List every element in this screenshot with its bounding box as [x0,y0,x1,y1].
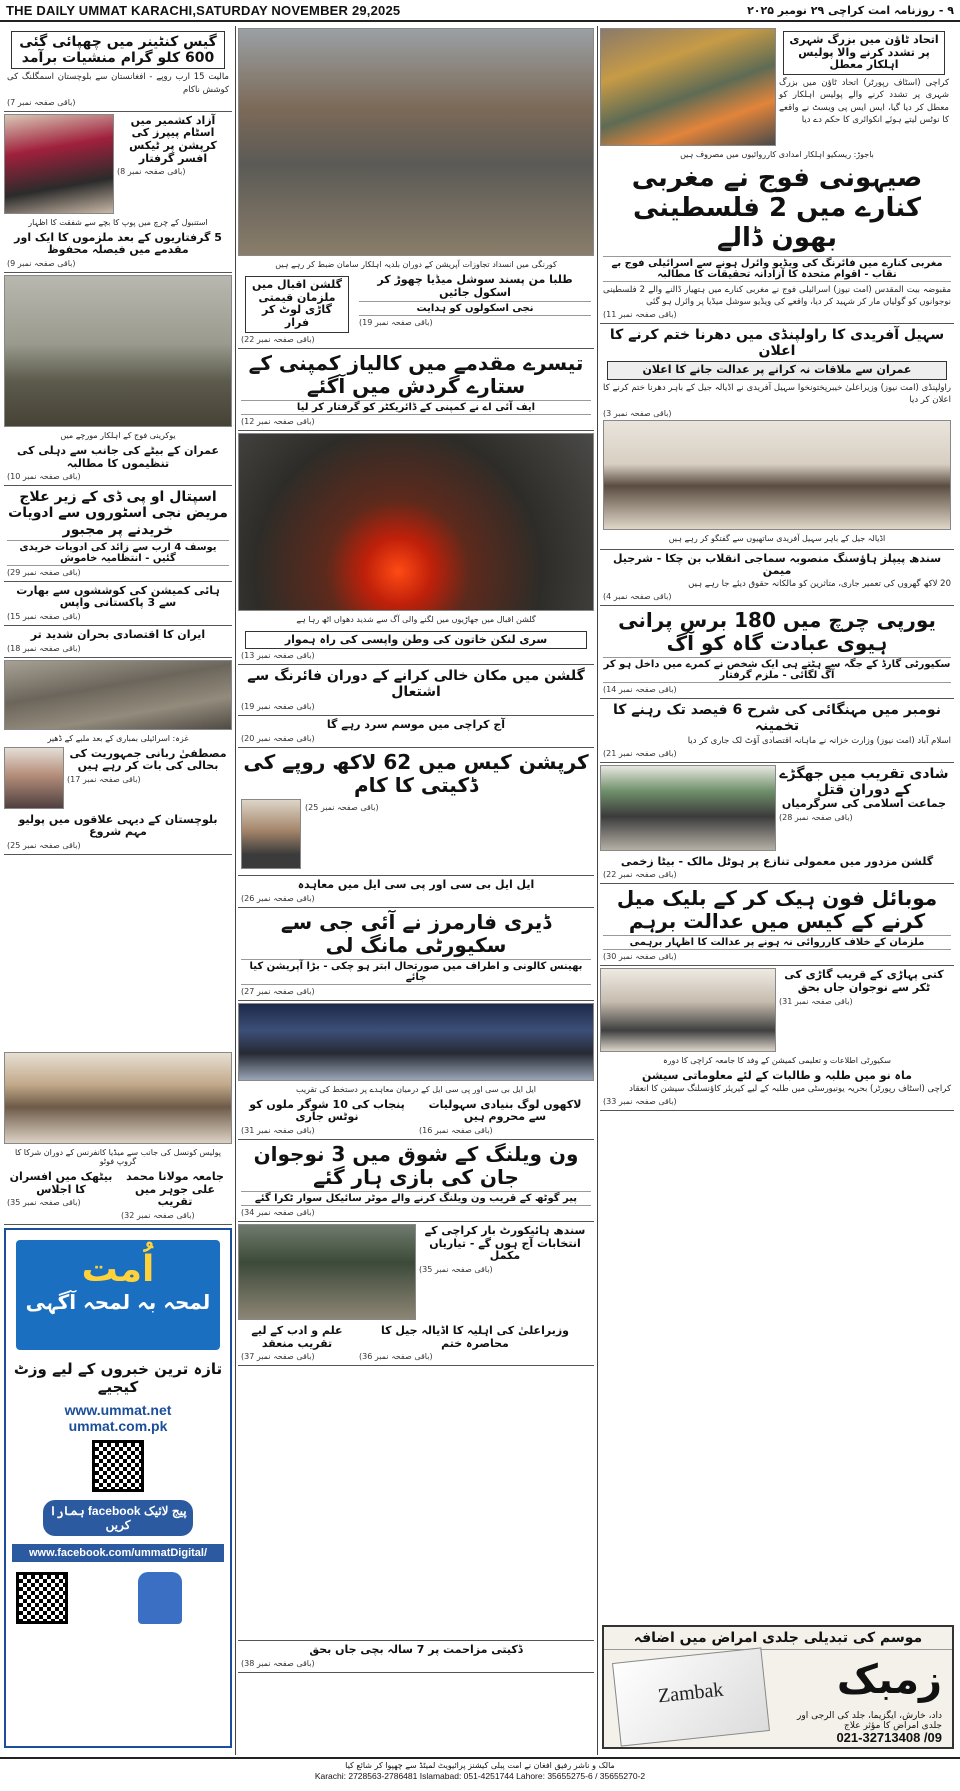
continued-note: (باقی صفحہ نمبر 9) [7,259,76,269]
continued-note: (باقی صفحہ نمبر 25) [305,803,379,813]
continued-note: (باقی صفحہ نمبر 25) [7,840,81,850]
news-story [416,1096,594,1140]
right-column [600,26,954,1755]
continued-note: (باقی صفحہ نمبر 37) [241,1352,315,1362]
news-story [600,853,954,885]
continued-note: (باقی صفحہ نمبر 32) [121,1210,195,1220]
news-story [114,112,232,216]
news-story [600,606,954,699]
portrait-photo [241,799,301,869]
story-body: مالیت 15 ارب روپے - افغانستان سے بلوچستان اسمگلنگ کی کوشش ناکام [7,72,229,95]
facebook-cta[interactable]: ہمارا facebook پیج لائیک کریں [43,1500,193,1536]
product-label: Zambak [656,1678,725,1708]
ad-brand: اُمت [81,1249,155,1290]
news-story [238,1096,416,1140]
ad-tagline: لمحہ بہ لمحہ آگہی [25,1289,211,1314]
column-rule [597,26,598,1755]
office-photo [600,968,776,1052]
story-body: کراچی (اسٹاف رپورٹر) بحریہ یونیورسٹی میں طلبہ کے لیے کیریئر کاؤنسلنگ سیشن کا انعقاد [629,1084,951,1095]
story-body: کراچی (اسٹاف رپورٹر) اتحاد ٹاؤن میں بزرگ شہری پر تشدد کرنے والے پولیس اہلکار کو معطل کر دیا گیا، ایس ایس پی ویسٹ نے واقعے کا نوٹس لیتے ہوئے انکوائری کا حکم دے دیا [779,77,949,125]
photo-caption: کورنگی میں انسداد تجاوزات آپریشن کے دوران بلدیہ اہلکار سامان ضبط کر رہے ہیں [275,260,557,269]
continued-note: (باقی صفحہ نمبر 34) [241,1207,315,1217]
story-headline: ہائی کمیشن کی کوششوں سے بھارت سے 3 پاکستانی واپس [16,583,220,610]
ad-url-net[interactable]: www.ummat.net [64,1402,172,1418]
story-headline: کرپشن کیس میں 62 لاکھ روپے کی ڈکیتی کا کام [243,750,589,798]
ad-brand: زمبک [836,1657,942,1703]
photo-caption: استنبول کے چرچ میں پوپ کا بچے سے شفقت کا اظہار [28,217,208,227]
ad-url-pk[interactable]: ummat.com.pk [68,1418,168,1434]
continued-note: (باقی صفحہ نمبر 31) [779,996,853,1006]
story-body: راولپنڈی (امت نیوز) وزیراعلیٰ خیبرپختونخوا سہیل آفریدی نے اڈیالہ جیل کے باہر دھرنا ختم کرنے کا اعلان کر دیا [603,383,951,406]
news-story [238,876,594,908]
story-body: 20 لاکھ گھروں کی تعمیر جاری، متاثرین کو مالکانہ حقوق دیئے جا رہے ہیں [688,579,951,590]
story-headline: بلوچستان کے دیہی علاقوں میں پولیو مہم شروع [18,812,218,839]
facebook-url[interactable]: www.facebook.com/ummatDigital/ [12,1544,224,1562]
continued-note: (باقی صفحہ نمبر 15) [7,611,81,621]
story-headline: شادی تقریب میں جھگڑے کے دوران قتل [779,765,949,798]
story-headline: آزاد کشمیر میں اسٹام پیپرز کی کرپشن پر ٹیکس افسر گرفتار [129,113,217,165]
church-photo [4,114,114,214]
continued-note: (باقی صفحہ نمبر 13) [241,651,315,661]
masthead [0,0,960,22]
story-headline: ڈکیتی مزاحمت پر 7 سالہ بچی جاں بحق [309,1643,523,1656]
masthead-title-en: THE DAILY UMMAT KARACHI,SATURDAY NOVEMBER 29,2025 [6,2,401,18]
photo-caption: اڈیالہ جیل کے باہر سہیل آفریدی ساتھیوں سے گفتگو کر رہے ہیں [668,533,886,543]
news-story [600,161,954,324]
ad-visit-line: تازہ ترین خبروں کے لیے وزٹ کیجیے [13,1360,223,1396]
photo-caption: پولیس کونسل کی جانب سے میڈیا کانفرنس کے دوران شرکا کا گروپ فوٹو [15,1148,221,1166]
story-headline: آج کراچی میں موسم سرد رہے گا [326,718,506,732]
continued-note: (باقی صفحہ نمبر 18) [7,643,81,653]
story-subhead: نجی اسکولوں کو ہدایت [359,301,591,316]
news-story [416,1222,594,1322]
continued-note: (باقی صفحہ نمبر 30) [603,952,677,962]
story-headline: گیس کنٹینر میں چھپائی گئی 600 کلو گرام منشیات برآمد [11,31,225,69]
news-story [600,1067,954,1111]
signing-photo [238,1003,594,1081]
continued-note: (باقی صفحہ نمبر 19) [241,702,315,712]
story-subhead: ملزمان کے خلاف کارروائی نہ ہونے پر عدالت کا اظہار برہمی [603,935,951,950]
news-story [600,884,954,966]
continued-note: (باقی صفحہ نمبر 35) [7,1198,81,1208]
news-story [4,626,232,658]
continued-note: (باقی صفحہ نمبر 22) [241,334,315,344]
news-story [238,908,594,1001]
continued-note: (باقی صفحہ نمبر 31) [241,1125,315,1135]
left-lower-block [4,1050,232,1226]
news-story [600,324,954,549]
news-story [4,582,232,626]
rubble-photo [4,660,232,730]
photo-caption: گلشن اقبال میں جھاڑیوں میں لگنے والی آگ سے شدید دھواں اٹھ رہا ہے [296,614,536,624]
continued-note: (باقی صفحہ نمبر 29) [7,567,81,577]
left-column [4,26,232,1221]
continued-note: (باقی صفحہ نمبر 10) [7,472,81,482]
continued-note: (باقی صفحہ نمبر 35) [419,1264,493,1274]
continued-note: (باقی صفحہ نمبر 27) [241,986,315,996]
story-headline: ون ویلنگ کے شوق میں 3 نوجوان جان کی بازی ہار گئے [253,1141,579,1189]
zambak-advertisement [602,1625,954,1749]
story-subhead: بھینس کالونی و اطراف میں صورتحال ابتر ہو چکی - بڑا آپریشن کیا جائے [241,959,591,985]
product-box [612,1647,770,1746]
continued-note: (باقی صفحہ نمبر 33) [603,1097,677,1107]
news-story [238,665,594,716]
dinner-photo [4,1052,232,1144]
story-headline: عمران کے بیٹے کی جانب سے دہلی کی تنظیموں کا مطالبہ [17,444,219,470]
news-story [600,699,954,763]
demolition-photo [238,28,594,256]
news-story [238,626,594,666]
continued-note: (باقی صفحہ نمبر 28) [779,812,853,822]
footer [0,1757,960,1791]
column-rule [235,26,236,1755]
classroom-photo [238,1224,416,1320]
story-body: مقبوضہ بیت المقدس (امت نیوز) اسرائیلی فوج نے مغربی کنارے میں ہتھیار ڈالنے والے 2 فلسطینی نوجوانوں کو گولیاں مار کر شہید کر دیا، واقعے کی ویڈیو سوشل میڈیا پر وائرل ہو گئی [603,284,952,307]
story-headline: تیسرے مقدمے میں کالیاز کمپنی کے ستارے گردش میں آگئے [248,350,584,398]
photo-caption: یوکرینی فوج کے اہلکار مورچے میں [60,431,176,441]
news-story [4,811,232,855]
portrait-photo [4,747,64,809]
news-story [4,442,232,486]
story-headline: صیہونی فوج نے مغربی کنارے میں 2 فلسطینی بھون ڈالے [631,163,923,253]
page-number: ۹ [947,3,954,17]
news-story [238,1641,594,1673]
ummat-advertisement [4,1228,232,1748]
story-subhead: عمران سے ملاقات نہ کرانے پر عدالت جانے کا اعلان [607,361,947,380]
masthead-date-ur: روزنامہ امت کراچی ۲۹ نومبر ۲۰۲۵ [747,3,936,17]
continued-note: (باقی صفحہ نمبر 8) [117,167,186,177]
story-headline: گلشن مزدور میں معمولی تنازع پر ہوٹل مالک - بیٹا زخمی [620,854,934,868]
soldier-photo [4,275,232,427]
news-story [356,271,594,349]
story-headline: ماہ نو میں طلبہ و طالبات کے لئے معلوماتی سیشن [642,1069,912,1083]
news-story [4,229,232,273]
news-story [238,1140,594,1222]
footer-phones: Karachi: 2728563-2786481 Islamabad: 051-4251744 Lahore: 35655275-6 / 35655270-2 [314,1771,646,1782]
story-headline: سندھ پیپلز ہاؤسنگ منصوبہ سماجی انقلاب بن چکا - شرجیل میمن [612,551,942,578]
continued-note: (باقی صفحہ نمبر 7) [7,97,76,107]
news-story [238,716,594,748]
continued-note: (باقی صفحہ نمبر 4) [603,592,672,602]
continued-note: (باقی صفحہ نمبر 21) [603,748,677,758]
story-headline: اسپتال او پی ڈی کے زیر علاج مریض نجی اسٹوروں سے ادویات خریدنے پر مجبور [8,489,228,538]
news-story [238,271,356,349]
photo-caption: سکیورٹی اطلاعات و تعلیمی کمیشن کے وفد کا جامعہ کراچی کا دورہ [662,1056,891,1066]
continued-note: (باقی صفحہ نمبر 20) [241,734,315,744]
story-headline: وزیراعلیٰ کی اہلیہ کا اڈیالہ جیل کا محاصرہ ختم [381,1323,569,1350]
story-headline: 5 گرفتاریوں کے بعد ملزموں کا ایک اور مقدمے میں فیصلہ محفوظ [14,230,222,257]
story-headline: سری لنکن خاتون کی وطن واپسی کی راہ ہموار [245,631,587,650]
news-story [356,1322,594,1366]
news-story [64,745,232,811]
story-headline: گلشن میں مکان خالی کرانے کے دوران فائرنگ سے اشتعال [247,668,585,701]
news-story [600,550,954,607]
continued-note: (باقی صفحہ نمبر 12) [241,416,315,426]
story-subhead: مغربی کنارے میں فائرنگ کی ویڈیو وائرل ہونے سے اسرائیلی فوج بے نقاب - اقوام متحدہ کا آزادانہ تحقیقات کا مطالبہ [603,256,951,282]
news-story [776,26,952,148]
news-story [4,26,232,112]
story-headline: جامعہ مولانا محمد علی جوہر میں تقریب [126,1170,224,1209]
story-headline: گلشن اقبال میں ملزمان قیمتی گاڑی لوٹ کر فرار [245,276,349,333]
news-story [4,486,232,581]
ad-headline: موسم کی تبدیلی جلدی امراض میں اضافہ [604,1627,952,1650]
story-subhead: جماعت اسلامی کی سرگرمیاں [781,797,947,811]
continued-note: (باقی صفحہ نمبر 11) [603,310,677,320]
story-subhead: ایف آئی اے نے کمپنی کے ڈائریکٹر کو گرفتار کر لیا [241,400,591,415]
rally-photo [600,765,776,851]
news-story [776,763,952,853]
story-headline: بیٹھک میں افسران کا اجلاس [9,1170,113,1196]
continued-note: (باقی صفحہ نمبر 19) [359,318,433,328]
story-headline: موبائل فون ہیک کر کے بلیک میل کرنے کے کیس میں عدالت برہم [616,886,938,934]
masthead-title-ur: ۹ - روزنامہ امت کراچی ۲۹ نومبر ۲۰۲۵ [747,3,954,17]
story-headline: یورپی چرچ میں 180 برس پرانی ہیوی عبادت گاہ کو آگ [618,608,936,656]
story-headline: نومبر میں مہنگائی کی شرح 6 فیصد تک رہنے کا تخمینہ [613,702,941,735]
footer-imprint: مالک و ناشر رفیق افغان نے امت پبلی کیشنز پرائیویٹ لمیٹڈ سے چھپوا کر شائع کیا [345,1761,615,1770]
story-headline: سندھ ہائیکورٹ بار کراچی کے انتخابات آج ہوں گے - تیاریاں مکمل [424,1223,586,1263]
story-headline: مصطفیٰ ربانی جمہوریت کی بحالی کی بات کر رہے ہیں [69,746,227,773]
news-story [238,748,594,876]
continued-note: (باقی صفحہ نمبر 14) [603,685,677,695]
continued-note: (باقی صفحہ نمبر 38) [241,1658,315,1668]
story-headline: ڈیری فارمرز نے آئی جی سے سکیورٹی مانگ لی [280,909,552,957]
qr-code-icon [16,1572,68,1624]
news-story [238,349,594,431]
fire-photo [238,433,594,611]
story-headline: طلبا من پسند سوشل میڈیا چھوڑ کر اسکول جائیں [377,273,573,299]
ad-description: داد، خارش، ایگزیما، جلد کی الرجی اور جلدی امراض کا مؤثر علاج [797,1711,942,1731]
story-subhead: پیر گوٹھ کے قریب ون ویلنگ کرنے والے موٹر سائیکل سوار ٹکرا گئے [241,1191,591,1206]
ad-phone: 021-32713408 /09 [836,1730,942,1745]
ad-banner [16,1240,220,1350]
story-headline: کتی پہاڑی کے قریب گاڑی کی ٹکر سے نوجوان جاں بحق [784,968,944,995]
photo-caption: ایل ایل بی سی اور پی سی ایل کے درمیان معاہدے پر دستخط کی تقریب [295,1084,537,1094]
thumbs-up-icon [138,1572,182,1624]
story-headline: سہیل آفریدی کا راولپنڈی میں دھرنا ختم کرنے کا اعلان [609,327,945,360]
story-headline: علم و ادب کے لیے تقریب منعقد [251,1323,343,1350]
news-story [118,1168,232,1225]
continued-note: (باقی صفحہ نمبر 22) [603,870,677,880]
story-headline: پنجاب کی 10 شوگر ملوں کو نوٹس جاری [249,1097,405,1124]
story-headline: ایران کا اقتصادی بحران شدید تر [30,627,206,641]
rescue-photo [600,28,776,146]
news-story [776,966,952,1054]
continued-note: (باقی صفحہ نمبر 3) [603,408,672,418]
photo-caption: غزہ: اسرائیلی بمباری کے بعد ملبے کے ڈھیر [47,733,189,743]
news-story [238,1322,356,1366]
story-subhead: سکیورٹی گارڈ کے جگہ سے ہٹتے ہی ایک شخص نے کمرے میں داخل ہو کر آگ لگائی - ملزم گرفتار [603,659,951,682]
story-subhead: یوسف 4 ارب سے زائد کی ادویات خریدی گئیں - انتظامیہ خاموش [7,540,229,566]
news-story [4,1168,118,1225]
story-body: اسلام آباد (امت نیوز) وزارت خزانہ نے ماہانہ اقتصادی آؤٹ لک جاری کر دیا [687,735,951,746]
continued-note: (باقی صفحہ نمبر 36) [359,1352,433,1362]
qr-code-icon [92,1440,144,1492]
meeting-photo [603,420,951,530]
photo-caption: باجوڑ: ریسکیو اہلکار امدادی کارروائیوں میں مصروف ہیں [680,150,874,159]
continued-note: (باقی صفحہ نمبر 16) [419,1125,493,1135]
continued-note: (باقی صفحہ نمبر 26) [241,893,315,903]
story-headline: اتحاد ٹاؤن میں بزرگ شہری پر تشدد کرنے والا پولیس اہلکار معطل [783,31,945,75]
mid-bottom-block [238,1640,594,1750]
story-headline: ایل ایل بی سی اور پی سی ایل میں معاہدہ [297,878,535,892]
continued-note: (باقی صفحہ نمبر 17) [67,774,141,784]
story-headline: لاکھوں لوگ بنیادی سہولیات سے محروم ہیں [428,1097,582,1124]
middle-column [238,26,594,1755]
